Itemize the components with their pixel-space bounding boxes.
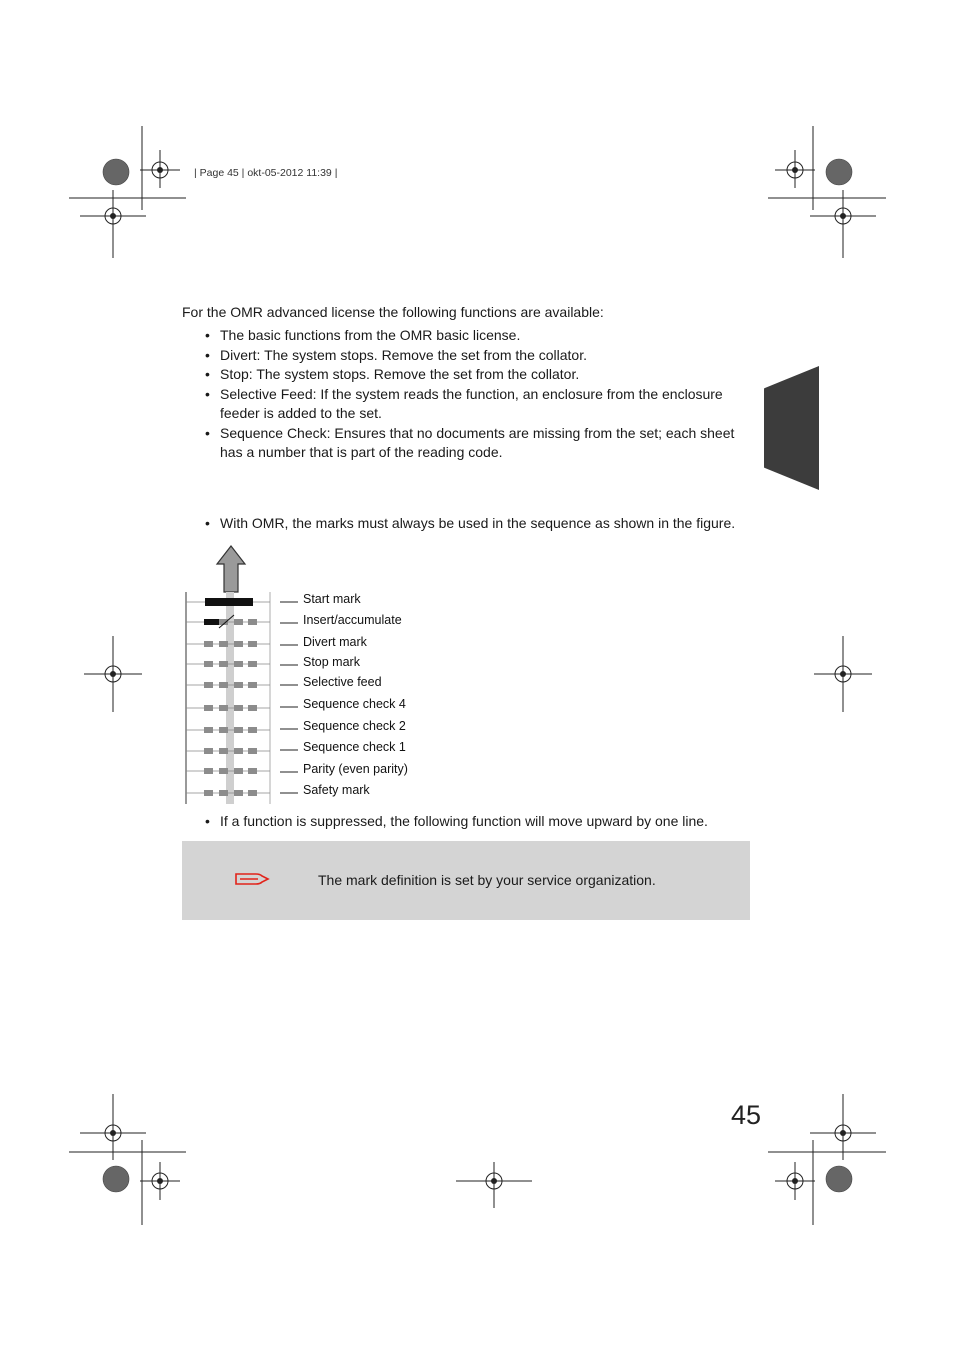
omr-mark [204,705,213,711]
omr-mark [248,641,257,647]
omr-mark [204,727,213,733]
omr-mark [234,619,243,625]
omr-mark [219,705,228,711]
page-number: 45 [731,1100,762,1130]
omr-mark [234,641,243,647]
omr-mark [204,641,213,647]
list-item: • Sequence Check: Ensures that no documents are missing from the set; each sheet has a number that is part of the reading code. [205,424,755,463]
note-box [182,841,750,920]
omr-mark [234,661,243,667]
omr-mark [248,619,257,625]
note-text: The mark definition is set by your service organization. [318,872,656,888]
pointing-hand-icon [234,869,270,889]
mark-label: Sequence check 1 [303,740,406,754]
mark-label: Parity (even parity) [303,762,408,776]
omr-mark [248,790,257,796]
mark-label: Stop mark [303,655,360,669]
omr-mark [219,748,228,754]
function-list [205,326,755,463]
list-item: • With OMR, the marks must always be used in the sequence as shown in the figure. [205,514,755,534]
up-arrow-icon [217,546,245,592]
list-item: • Stop: The system stops. Remove the set from the collator. [205,365,755,385]
omr-mark [204,748,213,754]
omr-mark [248,748,257,754]
mark-label: Selective feed [303,675,382,689]
suppressed-note-list [205,812,755,832]
omr-mark [248,682,257,688]
omr-mark [248,768,257,774]
omr-mark [204,768,213,774]
mark-label: Safety mark [303,783,370,797]
mark-label: Sequence check 2 [303,719,406,733]
omr-mark [219,727,228,733]
sequence-note-list [205,514,755,534]
omr-mark [234,748,243,754]
omr-mark [248,705,257,711]
print-slug: | Page 45 | okt-05-2012 11:39 | [194,167,338,179]
chapter-tab [764,366,819,490]
list-item: • If a function is suppressed, the following function will move upward by one line. [205,812,755,832]
omr-mark-figure [182,540,442,810]
omr-mark [219,661,228,667]
mark-label: Divert mark [303,635,367,649]
list-item: • Divert: The system stops. Remove the set from the collator. [205,346,755,366]
omr-mark [204,661,213,667]
mark-label: Start mark [303,592,361,606]
list-item: • Selective Feed: If the system reads the function, an enclosure from the enclosure feeder is added to the set. [205,385,755,424]
omr-mark [219,641,228,647]
mark-label: Insert/accumulate [303,613,402,627]
omr-mark [234,727,243,733]
omr-mark [219,682,228,688]
omr-mark [234,790,243,796]
omr-mark [248,661,257,667]
omr-mark [234,768,243,774]
omr-mark [234,705,243,711]
omr-mark [234,682,243,688]
omr-mark [204,790,213,796]
mark-label: Sequence check 4 [303,697,406,711]
list-item: • The basic functions from the OMR basic license. [205,326,755,346]
omr-mark [204,682,213,688]
omr-mark [219,790,228,796]
start-mark-bar [205,598,253,606]
omr-mark [248,727,257,733]
intro-text: For the OMR advanced license the following functions are available: [182,304,604,320]
omr-mark [219,768,228,774]
